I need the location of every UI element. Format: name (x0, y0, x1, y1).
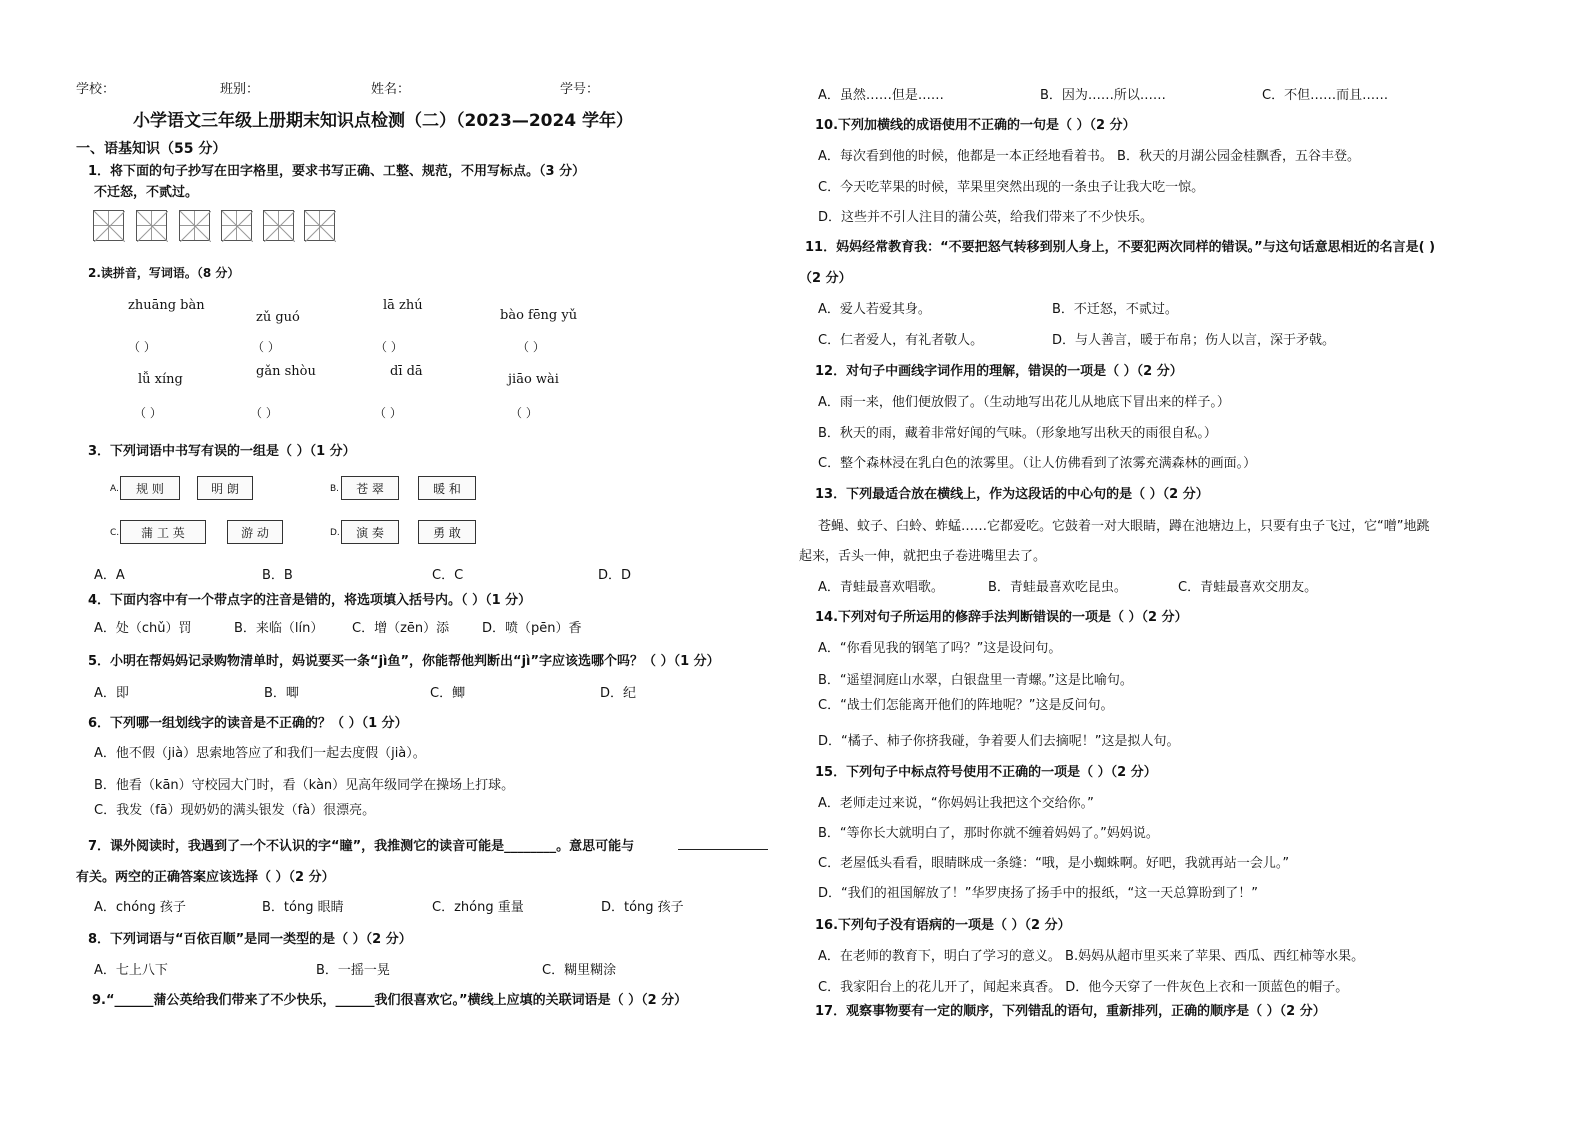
q14-stem: 14.下列对句子所运用的修辞手法判断错误的一项是（ ）（2 分） (815, 610, 1188, 625)
pinyin: zhuāng bàn (128, 298, 205, 313)
option[interactable]: A．即 (94, 686, 129, 701)
answer-paren[interactable]: （ ） (375, 340, 403, 354)
q5-stem: 5．小明在帮妈妈记录购物清单时，妈说要买一条“jì鱼”，你能帮他判断出“jì”字应该选哪个吗？（ ）（1 分） (88, 654, 720, 669)
option[interactable]: A．A (94, 568, 125, 583)
option[interactable]: C．老屋低头看看，眼睛眯成一条缝：“哦，是小蜘蛛啊。好吧，我就再站一会儿。” (818, 856, 1290, 871)
class-label: 班别： (220, 82, 260, 97)
option[interactable]: C．zhóng 重量 (432, 900, 524, 915)
option[interactable]: B．B (262, 568, 293, 583)
answer-paren[interactable]: （ ） (134, 406, 162, 420)
answer-paren[interactable]: （ ） (510, 406, 538, 420)
q4-stem: 4．下面内容中有一个带点字的注音是错的，将选项填入括号内。（ ）（1 分） (88, 593, 532, 608)
option[interactable]: A．他不假（jià）思索地答应了和我们一起去度假（jià）。 (94, 746, 426, 761)
option-label: A. (110, 484, 119, 494)
word-box: 规 则 (120, 476, 180, 500)
page-title: 小学语文三年级上册期末知识点检测（二）（2023—2024 学年） (133, 111, 634, 131)
word-box: 暖 和 (418, 476, 476, 500)
q12-stem: 12．对句子中画线字词作用的理解，错误的一项是（ ）（2 分） (815, 364, 1183, 379)
q11-score: （2 分） (799, 271, 852, 286)
option[interactable]: D．这些并不引人注目的蒲公英，给我们带来了不少快乐。 (818, 210, 1154, 225)
tianzige-cell[interactable] (221, 210, 252, 241)
tianzige-cell[interactable] (179, 210, 210, 241)
pinyin: lǚ xíng (138, 372, 183, 387)
student-number-label: 学号： (560, 82, 600, 97)
option[interactable]: D．“橘子、柿子你挤我碰，争着要人们去摘呢！”这是拟人句。 (818, 734, 1180, 749)
q13-stem: 13．下列最适合放在横线上，作为这段话的中心句的是（ ）（2 分） (815, 487, 1209, 502)
option[interactable]: A．处（chǔ）罚 (94, 621, 192, 636)
q1-sentence: 不迁怒，不贰过。 (94, 185, 199, 200)
q10-stem: 10.下列加横线的成语使用不正确的一句是（ ）（2 分） (815, 118, 1136, 133)
q15-stem: 15．下列句子中标点符号使用不正确的一项是（ ）（2 分） (815, 765, 1157, 780)
option-label: C. (110, 528, 120, 538)
option[interactable]: D．与人善言，暖于布帛；伤人以言，深于矛戟。 (1052, 333, 1336, 348)
option[interactable]: B．来临（lín） (234, 621, 324, 636)
option[interactable]: A．爱人若爱其身。 (818, 302, 931, 317)
word-box: 苍 翠 (341, 476, 399, 500)
pinyin: dī dā (390, 364, 423, 379)
option[interactable]: A．七上八下 (94, 963, 168, 978)
option[interactable]: C．今天吃苹果的时候，苹果里突然出现的一条虫子让我大吃一惊。 (818, 180, 1205, 195)
word-box: 勇 敢 (418, 520, 476, 544)
q9-stem: 9.“______蒲公英给我们带来了不少快乐，______我们很喜欢它。”横线上应填的关联词语是（ ）（2 分） (92, 993, 688, 1008)
q16-stem: 16.下列句子没有语病的一项是（ ）（2 分） (815, 918, 1071, 933)
word-box: 明 朗 (197, 476, 253, 500)
option[interactable]: A．每次看到他的时候，他都是一本正经地看着书。 B．秋天的月湖公园金桂飘香，五谷丰登。 (818, 149, 1360, 164)
name-label: 姓名： (371, 82, 411, 97)
pinyin: gǎn shòu (256, 364, 316, 379)
option[interactable]: D．“我们的祖国解放了！”华罗庚扬了扬手中的报纸，“这一天总算盼到了！” (818, 886, 1258, 901)
q3-stem: 3．下列词语中书写有误的一组是（ ）（1 分） (88, 444, 356, 459)
word-box: 游 动 (227, 520, 283, 544)
option[interactable]: B．因为……所以…… (1040, 88, 1166, 103)
option[interactable]: D．D (598, 568, 632, 583)
answer-paren[interactable]: （ ） (128, 340, 156, 354)
pinyin: bào fēng yǔ (500, 308, 578, 323)
q11-stem: 11．妈妈经常教育我：“不要把怒气转移到别人身上，不要犯两次同样的错误。”与这句话意思相近的名言是( ) (805, 240, 1436, 255)
option[interactable]: B．一摇一晃 (316, 963, 390, 978)
q8-stem: 8．下列词语与“百依百顺”是同一类型的是（ ）（2 分） (88, 932, 412, 947)
answer-paren[interactable]: （ ） (252, 340, 280, 354)
option[interactable]: C．不但……而且…… (1262, 88, 1389, 103)
answer-paren[interactable]: （ ） (374, 406, 402, 420)
q2-stem: 2.读拼音，写词语。（8 分） (88, 266, 240, 280)
q7-stem-cont: 有关。两空的正确答案应该选择（ ）（2 分） (76, 870, 335, 885)
option[interactable]: B．青蛙最喜欢吃昆虫。 (988, 580, 1127, 595)
pinyin: lā zhú (383, 298, 423, 313)
option[interactable]: A．雨一来，他们便放假了。（生动地写出花儿从地底下冒出来的样子。） (818, 395, 1230, 410)
option[interactable]: C．增（zēn）添 (352, 621, 450, 636)
option[interactable]: C．糊里糊涂 (542, 963, 617, 978)
answer-blank[interactable] (678, 849, 768, 850)
option[interactable]: A．老师走过来说，“你妈妈让我把这个交给你。” (818, 796, 1094, 811)
tianzige-cell[interactable] (304, 210, 335, 241)
option[interactable]: C．仁者爱人，有礼者敬人。 (818, 333, 984, 348)
pinyin: jiāo wài (508, 372, 559, 387)
option[interactable]: B．秋天的雨，藏着非常好闻的气味。（形象地写出秋天的雨很自私。） (818, 426, 1217, 441)
answer-paren[interactable]: （ ） (250, 406, 278, 420)
option[interactable]: A．chóng 孩子 (94, 900, 186, 915)
option[interactable]: D．纪 (600, 686, 637, 701)
option[interactable]: A．虽然……但是…… (818, 88, 944, 103)
word-box: 蒲 工 英 (120, 520, 206, 544)
answer-paren[interactable]: （ ） (517, 340, 545, 354)
option-label: B. (330, 484, 340, 494)
option[interactable]: C．我发（fā）现奶奶的满头银发（fà）很漂亮。 (94, 803, 376, 818)
option-label: D. (330, 528, 340, 538)
option[interactable]: D．tóng 孩子 (601, 900, 684, 915)
tianzige-cell[interactable] (263, 210, 294, 241)
option[interactable]: C．我家阳台上的花儿开了，闻起来真香。 D．他今天穿了一件灰色上衣和一顶蓝色的帽子。 (818, 980, 1349, 995)
option[interactable]: C．整个森林浸在乳白色的浓雾里。（让人仿佛看到了浓雾充满森林的画面。） (818, 456, 1257, 471)
option[interactable]: C．C (432, 568, 464, 583)
option[interactable]: B．tóng 眼睛 (262, 900, 344, 915)
q1-stem: 1．将下面的句子抄写在田字格里，要求书写正确、工整、规范，不用写标点。（3 分） (88, 164, 586, 179)
tianzige-cell[interactable] (136, 210, 167, 241)
option[interactable]: A．在老师的教育下，明白了学习的意义。 B.妈妈从超市里买来了苹果、西瓜、西红柿等水果。 (818, 949, 1365, 964)
q17-stem: 17．观察事物要有一定的顺序，下列错乱的语句，重新排列，正确的顺序是（ ）（2 分） (815, 1004, 1326, 1019)
option[interactable]: B．“等你长大就明白了，那时你就不缠着妈妈了。”妈妈说。 (818, 826, 1159, 841)
option[interactable]: A．“你看见我的钢笔了吗？”这是设问句。 (818, 641, 1062, 656)
option[interactable]: B．不迁怒，不贰过。 (1052, 302, 1178, 317)
q13-passage: 苍蝇、蚊子、臼蛉、蚱蜢……它都爱吃。它鼓着一对大眼睛，蹲在池塘边上，只要有虫子飞过，它“噌”地跳 (818, 519, 1430, 534)
option[interactable]: C．青蛙最喜欢交朋友。 (1178, 580, 1318, 595)
option[interactable]: B．他看（kān）守校园大门时，看（kàn）见高年级同学在操场上打球。 (94, 778, 515, 793)
pinyin: zǔ guó (256, 310, 300, 325)
option[interactable]: D．喷（pēn）香 (482, 621, 582, 636)
section-title: 一、语基知识（55 分） (76, 141, 227, 157)
q6-stem: 6．下列哪一组划线字的读音是不正确的？（ ）（1 分） (88, 716, 408, 731)
option[interactable]: C．鲫 (430, 686, 466, 701)
school-label: 学校： (76, 82, 116, 97)
option[interactable]: C．“战士们怎能离开他们的阵地呢？”这是反问句。 (818, 698, 1114, 713)
q13-passage: 起来，舌头一伸，就把虫子卷进嘴里去了。 (799, 549, 1047, 564)
word-box: 演 奏 (341, 520, 399, 544)
option[interactable]: B．“遥望洞庭山水翠，白银盘里一青螺。”这是比喻句。 (818, 673, 1133, 688)
option[interactable]: A．青蛙最喜欢唱歌。 (818, 580, 944, 595)
tianzige-cell[interactable] (93, 210, 124, 241)
option[interactable]: B．唧 (264, 686, 299, 701)
q7-stem: 7．课外阅读时，我遇到了一个不认识的字“瞳”，我推测它的读音可能是________。意思可能与 (88, 839, 635, 854)
